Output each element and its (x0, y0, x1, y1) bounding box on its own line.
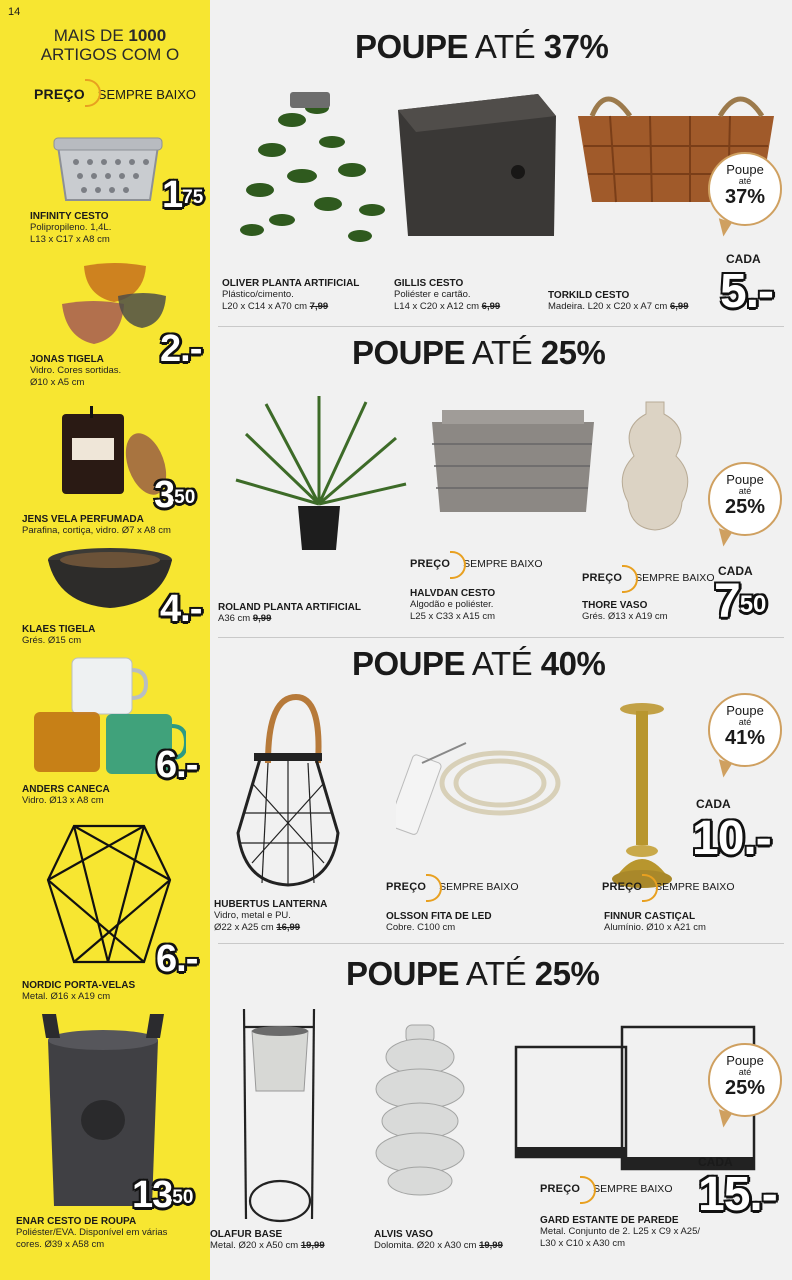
item-infinity-cesto (30, 211, 111, 246)
cada-label: CADA (726, 252, 761, 266)
item-desc: Ø10 x A5 cm (30, 377, 85, 388)
heading-line2: ARTIGOS COM O (40, 45, 180, 64)
discount-burst: Poupe até 37% (708, 152, 782, 226)
preco-sempre-baixo-badge: PREÇO SEMPRE BAIXO (602, 881, 735, 893)
preco-sempre-baixo-badge: PREÇO SEMPRE BAIXO (410, 558, 543, 570)
section-price: 5.- (720, 265, 774, 318)
main-content (210, 0, 792, 1280)
section-poupe-25-b (210, 943, 792, 1280)
jonas-bowls-image (58, 260, 170, 348)
nordic-candle-holder-image (44, 820, 174, 970)
item-desc: cores. Ø39 x A58 cm (16, 1239, 105, 1250)
item-desc: Vidro. Ø13 x A8 cm (22, 795, 104, 806)
section-title: POUPE ATÉ 37% (355, 28, 609, 65)
hubertus-lantern-image (232, 693, 344, 893)
discount-burst: Poupe até 25% (708, 462, 782, 536)
product-hubertus-lanterna (214, 899, 327, 934)
page-number: 14 (8, 6, 21, 18)
item-desc: L13 x C17 x A8 cm (30, 234, 110, 245)
product-desc: Metal. Conjunto de 2. L25 x C9 x A25/ (540, 1226, 701, 1237)
product-finnur-castical (604, 911, 706, 934)
product-olafur-base (210, 1229, 325, 1252)
old-price: 6,99 (481, 301, 501, 312)
product-desc: L25 x C33 x A15 cm (410, 611, 496, 622)
section-poupe-25-a (210, 326, 792, 636)
section-price: 15.- (698, 1168, 777, 1221)
product-torkild-cesto (548, 290, 688, 313)
product-name: ROLAND PLANTA ARTIFICIAL (218, 602, 361, 613)
product-desc: Plástico/cimento. (222, 289, 294, 300)
old-price: 6,99 (669, 301, 689, 312)
product-desc: A36 cm 9,99 (218, 613, 272, 624)
old-price: 19,99 (300, 1240, 325, 1251)
gillis-basket-image (388, 86, 560, 240)
item-desc: Parafina, cortiça, vidro. Ø7 x A8 cm (22, 525, 171, 536)
old-price: 9,99 (252, 613, 272, 624)
section-price: $7^{50}$ (714, 575, 767, 628)
product-alvis-vaso (374, 1229, 503, 1252)
product-desc: Dolomita. Ø20 x A30 cm 19,99 (374, 1240, 503, 1251)
item-name: ENAR CESTO DE ROUPA (16, 1216, 137, 1227)
product-desc: Cobre. C100 cm (386, 922, 456, 933)
item-name: NORDIC PORTA-VELAS (22, 980, 136, 991)
sidebar (0, 0, 210, 1280)
product-halvdan-cesto (410, 588, 495, 623)
discount-burst: Poupe até 25% (708, 1043, 782, 1117)
preco-sempre-baixo-logo (34, 86, 196, 102)
roland-plant-image (226, 394, 412, 554)
item-desc: Poliéster/EVA. Disponível em várias (16, 1227, 168, 1238)
klaes-bowl-image (44, 546, 176, 610)
item-jonas-tigela (30, 354, 121, 389)
badge-word1: PREÇO (34, 86, 85, 102)
old-price: 16,99 (276, 922, 301, 933)
cada-label: CADA (696, 797, 731, 811)
product-name: THORE VASO (582, 600, 648, 611)
product-desc: Metal. Ø20 x A50 cm 19,99 (210, 1240, 325, 1251)
item-desc: Metal. Ø16 x A19 cm (22, 991, 111, 1002)
product-gillis-cesto (394, 278, 500, 313)
price-enar-cesto: $13^{50}$ (132, 1174, 194, 1216)
infinity-basket-image (50, 128, 166, 206)
product-desc: Grés. Ø13 x A19 cm (582, 611, 668, 622)
product-desc: L20 x C14 x A70 cm 7,99 (222, 301, 329, 312)
product-name: OLAFUR BASE (210, 1229, 283, 1240)
section-title: POUPE ATÉ 25% (352, 334, 606, 371)
price-jens-vela: $3^{50}$ (154, 474, 196, 516)
old-price: 19,99 (479, 1240, 503, 1251)
section-poupe-40 (210, 637, 792, 942)
section-poupe-37 (210, 0, 792, 325)
section-price: 10.- (692, 812, 771, 865)
product-name: GILLIS CESTO (394, 278, 464, 289)
badge-word2: SEMPRE BAIXO (97, 86, 197, 102)
jens-candle-image (58, 404, 168, 496)
item-klaes-tigela (22, 624, 95, 647)
product-desc: L14 x C20 x A12 cm 6,99 (394, 301, 501, 312)
heading-count: 1000 (128, 26, 167, 45)
price-anders-caneca: 6.- (156, 744, 198, 786)
old-price: 7,99 (309, 301, 329, 312)
olsson-led-strip-image (396, 723, 566, 843)
item-name: INFINITY CESTO (30, 211, 109, 222)
preco-sempre-baixo-badge: PREÇO SEMPRE BAIXO (540, 1183, 673, 1195)
finnur-candlestick-image (602, 701, 682, 891)
product-desc: Poliéster e cartão. (394, 289, 471, 300)
product-name: OLSSON FITA DE LED (386, 911, 492, 922)
item-name: JONAS TIGELA (30, 354, 104, 365)
thore-vase-image (610, 398, 700, 534)
price-nordic-porta-velas: 6.- (156, 938, 198, 980)
product-desc: Alumínio. Ø10 x A21 cm (604, 922, 706, 933)
product-name: GARD ESTANTE DE PAREDE (540, 1215, 679, 1226)
item-desc: Polipropileno. 1,4L. (30, 222, 112, 233)
product-name: OLIVER PLANTA ARTIFICIAL (222, 278, 360, 289)
product-desc: Ø22 x A25 cm 16,99 (214, 922, 301, 933)
product-name: HUBERTUS LANTERNA (214, 899, 328, 910)
product-roland-planta (218, 602, 361, 625)
product-name: ALVIS VASO (374, 1229, 434, 1240)
item-jens-vela-perfumada (22, 514, 171, 537)
item-name: ANDERS CANECA (22, 784, 110, 795)
product-desc: Vidro, metal e PU. (214, 910, 291, 921)
alvis-vase-image (372, 1023, 468, 1197)
item-desc: Grés. Ø15 cm (22, 635, 82, 646)
item-name: KLAES TIGELA (22, 624, 96, 635)
sidebar-heading (22, 26, 198, 64)
product-desc: Algodão e poliéster. (410, 599, 494, 610)
halvdan-basket-image (428, 406, 598, 516)
cada-label: CADA (698, 1155, 733, 1169)
section-title: POUPE ATÉ 40% (352, 645, 606, 682)
item-desc: Vidro. Cores sortidas. (30, 365, 122, 376)
cada-label: CADA (718, 564, 753, 578)
preco-sempre-baixo-badge: PREÇO SEMPRE BAIXO (386, 881, 519, 893)
item-nordic-porta-velas (22, 980, 135, 1003)
product-olsson-fita-de-led (386, 911, 492, 934)
item-anders-caneca (22, 784, 110, 807)
price-infinity-cesto: $1^{75}$ (162, 174, 204, 216)
discount-burst: Poupe até 41% (708, 693, 782, 767)
product-desc: Madeira. L20 x C20 x A7 cm 6,99 (548, 301, 689, 312)
item-name: JENS VELA PERFUMADA (22, 514, 144, 525)
olafur-plant-stand-image (238, 1005, 322, 1225)
heading-prefix: MAIS DE (53, 26, 129, 45)
product-name: TORKILD CESTO (548, 290, 630, 301)
preco-sempre-baixo-badge: PREÇO SEMPRE BAIXO (582, 572, 715, 584)
product-gard-estante (540, 1215, 700, 1250)
product-name: HALVDAN CESTO (410, 588, 496, 599)
product-thore-vaso (582, 600, 668, 623)
item-enar-cesto-de-roupa (16, 1216, 167, 1251)
section-title: POUPE ATÉ 25% (346, 955, 600, 992)
price-jonas-tigela: 2.- (160, 328, 202, 370)
product-desc: L30 x C10 x A30 cm (540, 1238, 626, 1249)
product-name: FINNUR CASTIÇAL (604, 911, 696, 922)
oliver-plant-image (232, 80, 392, 250)
price-klaes-tigela: 4.- (160, 588, 202, 630)
product-oliver-planta (222, 278, 359, 313)
